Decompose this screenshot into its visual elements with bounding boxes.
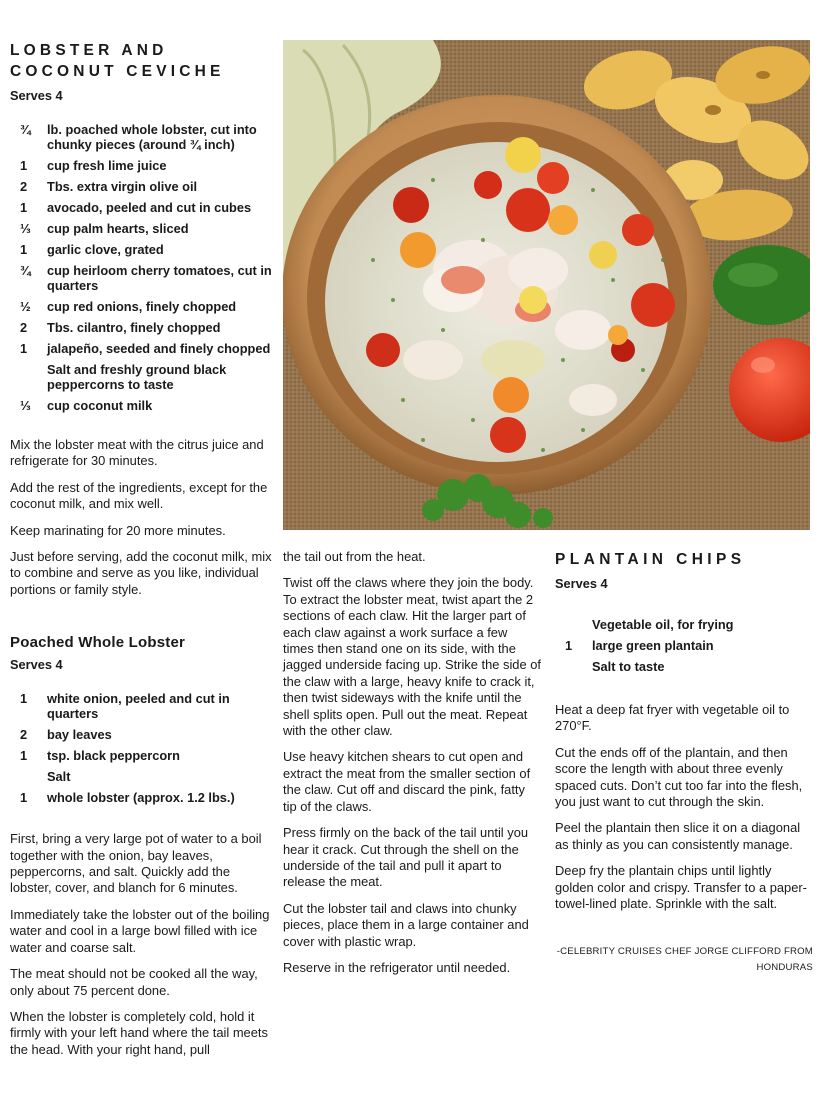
ingredient-text: bay leaves [47,727,112,743]
ingredient-text: Tbs. cilantro, finely chopped [47,320,221,335]
ingredient-qty: 1 [20,341,28,356]
lobster-step: Press firmly on the back of the tail until you hear it crack. Cut through the shell on the underside of the tail and pull it apart to release the meat. [283,825,529,890]
ingredient-qty: ¾ [20,263,31,278]
ceviche-step: Keep marinating for 20 more minutes. [10,522,226,538]
ingredient-qty: 1 [20,200,28,215]
ingredient-item [10,748,272,763]
plantain-steps [555,702,813,912]
ceviche-step: Just before serving, add the coconut milk, mix to combine and serve as you like, individual portions or family style. [10,549,272,597]
plantain-ingredient-list [555,617,813,674]
ceviche-serves: Serves 4 [10,88,63,103]
ingredient-qty: 2 [20,320,28,335]
lobster-ingredient-list [10,691,272,805]
ingredient-text: cup red onions, finely chopped [47,299,237,314]
lobster-steps-left [10,831,272,1058]
middle-column [283,549,541,986]
lobster-step: Twist off the claws where they join the body. To extract the lobster meat, twist apart the 2 sections of each claw. Hit the larger part of each claw against a work surface a few times then stand one on its side, with the jagged underside facing up. Strike the side of the claw with a large, heavy knife to crack it, then twist sideways with the knife until the shell splits open. Pull out the meat. Repeat with the other claw. [283,575,541,739]
ingredient-qty: ⅓ [20,221,31,236]
ingredient-item [10,179,272,194]
ingredient-text: cup heirloom cherry tomatoes, cut in quarters [47,263,272,293]
ingredient-item [555,659,813,674]
ingredient-text: lb. poached whole lobster, cut into chunky pieces (around ¾ inch) [47,122,257,152]
lobster-step: Immediately take the lobster out of the boiling water and cool in a large bowl filled with ice water and coarse salt. [10,906,270,955]
ingredient-text: Salt [47,769,71,785]
ceviche-step: Mix the lobster meat with the citrus juice and refrigerate for 30 minutes. [10,437,264,469]
ingredient-qty: ¾ [20,122,31,137]
lobster-serves: Serves 4 [10,657,63,673]
ingredient-item [10,727,272,742]
ingredient-text: Vegetable oil, for frying [592,617,734,632]
ingredient-qty: 1 [20,242,28,257]
ingredient-qty [10,362,47,392]
ingredient-text: tsp. black peppercorn [47,748,180,764]
ingredient-qty: ½ [20,299,31,314]
ingredient-text: Salt and freshly ground black peppercorns to taste [47,362,227,392]
ingredient-qty: 1 [20,158,28,173]
lobster-step: the tail out from the heat. [283,549,426,564]
lobster-step: The meat should not be cooked all the way, only about 75 percent done. [10,966,258,998]
ingredient-item [10,320,272,335]
ingredient-item [10,341,272,356]
ingredient-item [10,769,272,784]
ingredient-qty: 1 [20,691,28,707]
ingredient-qty: 1 [20,748,28,764]
lobster-step: When the lobster is completely cold, hold it firmly with your left hand where the tail meets the head. With your right hand, pull [10,1008,268,1057]
ingredient-item [10,398,272,413]
chef-credit: -CELEBRITY CRUISES CHEF JORGE CLIFFORD FROM HONDURAS [556,946,813,974]
ingredient-item [10,242,272,257]
ingredient-text: whole lobster (approx. 1.2 lbs.) [47,790,235,806]
ingredient-text: large green plantain [592,638,714,653]
ceviche-photo-illustration [283,40,810,530]
ingredient-item [10,158,272,173]
ingredient-qty [555,617,592,632]
ingredient-item [10,122,272,152]
ingredient-qty [555,659,592,674]
ceviche-title-line2: COCONUT CEVICHE [10,63,225,80]
plantain-step: Peel the plantain then slice it on a diagonal as thinly as you can consistently manage. [555,820,801,852]
right-column [555,549,813,976]
lobster-title: Poached Whole Lobster [10,634,186,652]
ceviche-photo [283,40,810,530]
plantain-step: Deep fry the plantain chips until lightly golden color and crispy. Transfer to a paper-towel-lined plate. Sprinkle with the salt. [555,863,807,912]
ingredient-item [10,691,272,721]
ingredient-qty: 1 [565,638,573,653]
plantain-step: Heat a deep fat fryer with vegetable oil to 270°F. [555,702,790,734]
ingredient-item [555,638,813,653]
ingredient-item [10,362,272,392]
ingredient-text: avocado, peeled and cut in cubes [47,200,252,215]
ceviche-title-line1: LOBSTER AND [10,42,168,59]
ceviche-step: Add the rest of the ingredients, except for the coconut milk, and mix well. [10,479,268,512]
left-column [10,40,272,1068]
ceviche-ingredient-list [10,122,272,413]
plantain-serves: Serves 4 [555,576,608,591]
ingredient-text: cup fresh lime juice [47,158,167,173]
ingredient-item [555,617,813,632]
lobster-step: First, bring a very large pot of water to a boil together with the onion, bay leaves, peppercorns, and salt. Quickly add the lobster, cover, and blanch for 6 minutes. [10,831,262,896]
ingredient-item [10,221,272,236]
ingredient-qty: 2 [20,179,28,194]
lobster-step: Cut the lobster tail and claws into chunky pieces, place them in a large container and cover with plastic wrap. [283,900,529,949]
ingredient-qty: ⅓ [20,398,31,413]
lobster-step: Reserve in the refrigerator until needed. [283,959,511,975]
ingredient-text: Salt to taste [592,659,665,674]
ingredient-item [10,263,272,293]
ingredient-text: cup coconut milk [47,398,153,413]
ingredient-item [10,790,272,805]
ingredient-text: jalapeño, seeded and finely chopped [47,341,271,356]
ingredient-text: garlic clove, grated [47,242,164,257]
ingredient-text: cup palm hearts, sliced [47,221,189,236]
ingredient-item [10,299,272,314]
plantain-step: Cut the ends off of the plantain, and then score the length with about three evenly spaced cuts. Don’t cut too far into the flesh, you just want to cut through the skin. [555,744,803,810]
ingredient-qty: 2 [20,727,28,743]
ingredient-text: white onion, peeled and cut in quarters [47,691,230,722]
plantain-title: PLANTAIN CHIPS [555,551,746,568]
ingredient-qty: 1 [20,790,28,806]
ingredient-item [10,200,272,215]
ingredient-qty [10,769,47,784]
ingredient-text: Tbs. extra virgin olive oil [47,179,198,194]
ceviche-steps [10,437,272,598]
lobster-step: Use heavy kitchen shears to cut open and extract the meat from the smaller section of the claw. Cut off and discard the pink, fatty tip of the claws. [283,749,531,814]
